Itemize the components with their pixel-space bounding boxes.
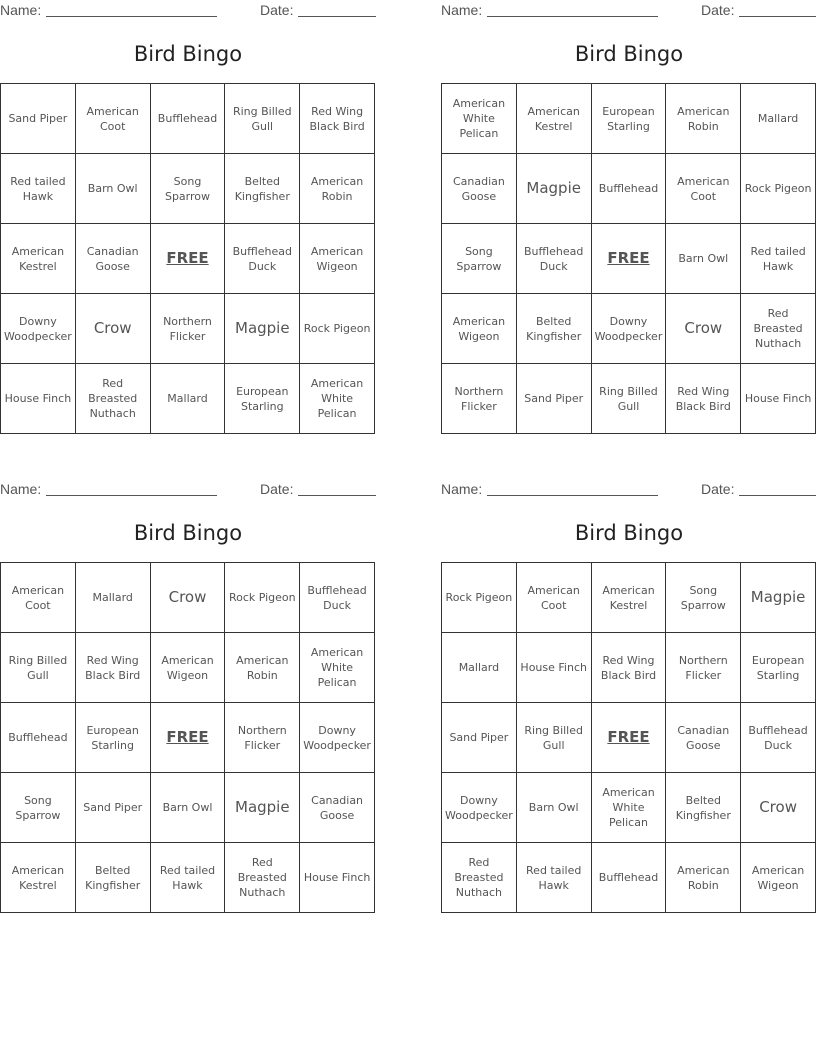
name-blank-line: [46, 16, 217, 17]
bingo-cell: Magpie: [517, 154, 592, 224]
bingo-cell: Red Breasted Nuthach: [76, 364, 151, 434]
bingo-cell: Barn Owl: [666, 224, 741, 294]
bingo-cell: Canadian Goose: [666, 703, 741, 773]
bingo-cell: Rock Pigeon: [442, 563, 517, 633]
bingo-cell: Magpie: [741, 563, 816, 633]
bingo-grid: [441, 83, 816, 434]
bingo-cell: Barn Owl: [517, 773, 592, 843]
bingo-cell: Barn Owl: [76, 154, 151, 224]
bingo-cell: Song Sparrow: [666, 563, 741, 633]
bingo-cell: Red tailed Hawk: [1, 154, 76, 224]
bingo-cell: American White Pelican: [300, 364, 375, 434]
bingo-cell: Belted Kingfisher: [76, 843, 151, 913]
card-title: Bird Bingo: [574, 521, 684, 545]
bingo-cell: Red Breasted Nuthach: [225, 843, 300, 913]
bingo-cell: Mallard: [741, 84, 816, 154]
bingo-cell: Downy Woodpecker: [442, 773, 517, 843]
bingo-cell: American Wigeon: [741, 843, 816, 913]
bingo-cell: American Coot: [1, 563, 76, 633]
bingo-cell: Rock Pigeon: [225, 563, 300, 633]
bingo-cell: Magpie: [225, 773, 300, 843]
bingo-cell: Canadian Goose: [442, 154, 517, 224]
date-blank-line: [739, 16, 816, 17]
card-title: Bird Bingo: [574, 42, 684, 66]
name-label: Name:: [441, 481, 483, 497]
bingo-cell: Magpie: [225, 294, 300, 364]
bingo-cell: Bufflehead Duck: [225, 224, 300, 294]
bingo-cell: American Robin: [666, 843, 741, 913]
bingo-cell: Song Sparrow: [442, 224, 517, 294]
bingo-cell: Crow: [76, 294, 151, 364]
bingo-cell: Red tailed Hawk: [741, 224, 816, 294]
bingo-cell: Bufflehead: [592, 154, 667, 224]
bingo-cell: Mallard: [442, 633, 517, 703]
bingo-cell: Northern Flicker: [225, 703, 300, 773]
bingo-cell: Red Wing Black Bird: [76, 633, 151, 703]
bingo-cell: Sand Piper: [442, 703, 517, 773]
free-space-cell: FREE: [151, 703, 226, 773]
name-blank-line: [46, 495, 217, 496]
bingo-cell: American Robin: [225, 633, 300, 703]
free-space-cell: FREE: [592, 703, 667, 773]
bingo-cell: Bufflehead: [1, 703, 76, 773]
card-header: [0, 2, 376, 20]
card-title: Bird Bingo: [133, 521, 243, 545]
name-label: Name:: [441, 2, 483, 18]
bingo-cell: House Finch: [300, 843, 375, 913]
bingo-cell: Mallard: [151, 364, 226, 434]
card-header: [0, 481, 376, 499]
bingo-cell: Downy Woodpecker: [592, 294, 667, 364]
date-label: Date:: [701, 2, 735, 18]
date-blank-line: [298, 16, 376, 17]
bingo-cell: European Starling: [76, 703, 151, 773]
bingo-cell: Downy Woodpecker: [1, 294, 76, 364]
free-space-cell: FREE: [592, 224, 667, 294]
bingo-cell: Bufflehead: [151, 84, 226, 154]
date-blank-line: [739, 495, 816, 496]
name-label: Name:: [0, 481, 42, 497]
bingo-cell: Sand Piper: [76, 773, 151, 843]
bingo-cell: American Wigeon: [151, 633, 226, 703]
bingo-cell: American Coot: [666, 154, 741, 224]
bingo-cell: Downy Woodpecker: [300, 703, 375, 773]
bingo-cell: Bufflehead Duck: [300, 563, 375, 633]
bingo-cell: House Finch: [1, 364, 76, 434]
bingo-cell: Canadian Goose: [300, 773, 375, 843]
bingo-cell: Red Wing Black Bird: [666, 364, 741, 434]
bingo-grid: [0, 83, 375, 434]
bingo-cell: American Coot: [517, 563, 592, 633]
bingo-cell: Red Breasted Nuthach: [442, 843, 517, 913]
bingo-cell: American Robin: [300, 154, 375, 224]
bingo-cell: European Starling: [225, 364, 300, 434]
date-label: Date:: [701, 481, 735, 497]
name-blank-line: [487, 495, 658, 496]
bingo-cell: American White Pelican: [592, 773, 667, 843]
bingo-cell: Sand Piper: [1, 84, 76, 154]
bingo-cell: Red Wing Black Bird: [300, 84, 375, 154]
bingo-cell: American Kestrel: [592, 563, 667, 633]
bingo-cell: Crow: [151, 563, 226, 633]
card-header: [441, 2, 816, 20]
bingo-cell: European Starling: [741, 633, 816, 703]
date-blank-line: [298, 495, 376, 496]
bingo-cell: Ring Billed Gull: [1, 633, 76, 703]
bingo-cell: Canadian Goose: [76, 224, 151, 294]
bingo-cell: Belted Kingfisher: [666, 773, 741, 843]
name-blank-line: [487, 16, 658, 17]
bingo-cell: Rock Pigeon: [300, 294, 375, 364]
free-space-cell: FREE: [151, 224, 226, 294]
bingo-cell: Barn Owl: [151, 773, 226, 843]
bingo-cell: Red tailed Hawk: [151, 843, 226, 913]
bingo-cell: Red Wing Black Bird: [592, 633, 667, 703]
bingo-cell: House Finch: [517, 633, 592, 703]
bingo-cell: Ring Billed Gull: [225, 84, 300, 154]
bingo-cell: Crow: [741, 773, 816, 843]
date-label: Date:: [260, 481, 294, 497]
bingo-grid: [441, 562, 816, 913]
bingo-cell: Northern Flicker: [151, 294, 226, 364]
card-header: [441, 481, 816, 499]
card-title: Bird Bingo: [133, 42, 243, 66]
bingo-cell: Belted Kingfisher: [517, 294, 592, 364]
bingo-cell: Song Sparrow: [1, 773, 76, 843]
bingo-cell: Ring Billed Gull: [592, 364, 667, 434]
bingo-cell: House Finch: [741, 364, 816, 434]
bingo-cell: American White Pelican: [442, 84, 517, 154]
bingo-cell: American Kestrel: [1, 843, 76, 913]
bingo-cell: Bufflehead: [592, 843, 667, 913]
bingo-cell: American Robin: [666, 84, 741, 154]
bingo-cell: Belted Kingfisher: [225, 154, 300, 224]
bingo-cell: Rock Pigeon: [741, 154, 816, 224]
bingo-cell: Mallard: [76, 563, 151, 633]
bingo-cell: Song Sparrow: [151, 154, 226, 224]
name-label: Name:: [0, 2, 42, 18]
date-label: Date:: [260, 2, 294, 18]
bingo-cell: American Coot: [76, 84, 151, 154]
bingo-cell: Ring Billed Gull: [517, 703, 592, 773]
bingo-cell: American Wigeon: [442, 294, 517, 364]
bingo-cell: Northern Flicker: [442, 364, 517, 434]
bingo-grid: [0, 562, 375, 913]
bingo-cell: Northern Flicker: [666, 633, 741, 703]
bingo-cell: Red tailed Hawk: [517, 843, 592, 913]
bingo-cell: American Kestrel: [1, 224, 76, 294]
bingo-cell: Bufflehead Duck: [517, 224, 592, 294]
bingo-cell: American Wigeon: [300, 224, 375, 294]
bingo-cell: Crow: [666, 294, 741, 364]
bingo-cell: European Starling: [592, 84, 667, 154]
bingo-cell: American Kestrel: [517, 84, 592, 154]
bingo-cell: American White Pelican: [300, 633, 375, 703]
bingo-cell: Bufflehead Duck: [741, 703, 816, 773]
bingo-cell: Sand Piper: [517, 364, 592, 434]
bingo-cell: Red Breasted Nuthach: [741, 294, 816, 364]
